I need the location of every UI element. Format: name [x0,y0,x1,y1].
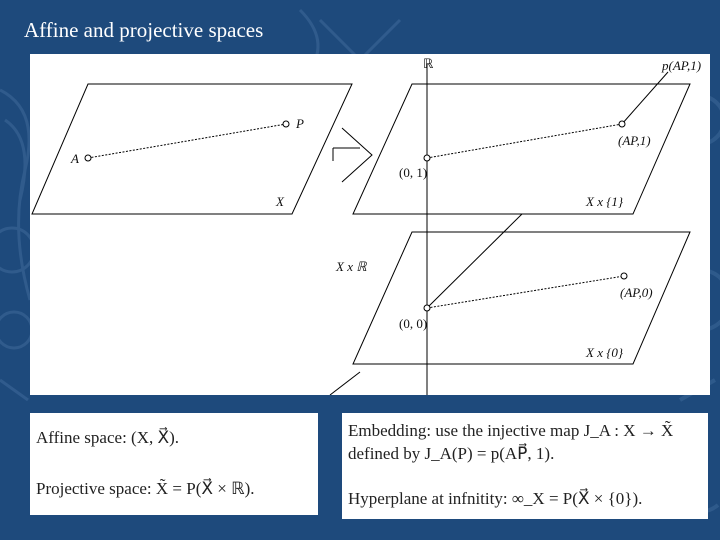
label-p: P [296,116,304,131]
projective-space-text: Projective space: X̃ = P(X⃗ × ℝ). [36,479,255,498]
label-p-ap-1: p(AP,1) [662,58,702,73]
embedding-arrow-icon [333,128,372,182]
affine-space-text: Affine space: (X, X⃗). [36,428,180,447]
embedding-text-line2: defined by J_A(P) = p(AP⃗, 1). [348,444,555,463]
projective-line-top [622,72,668,124]
projective-line-bottom [330,372,360,395]
plane-x-times-1 [353,84,690,214]
hyperplane-text: Hyperplane at infnitity: ∞_X = P(X⃗ × {0}). [348,489,643,508]
figure-panel [30,54,710,395]
label-r-axis: ℝ [423,56,434,71]
label-origin-1: (0, 1) [399,165,428,180]
label-a: A [71,151,79,166]
label-x-times-r: X x ℝ [336,259,367,274]
line-a-p [88,124,286,158]
point-origin-0 [424,305,430,311]
plane-x [32,84,352,214]
embedding-text-line1: Embedding: use the injective map J_A : X → X̃ [348,421,674,440]
label-origin-0: (0, 0) [399,316,428,331]
point-origin-1 [424,155,430,161]
line-00-ap0 [427,276,624,308]
affine-definitions-box [30,413,318,515]
point-ap-0 [621,273,627,279]
projective-line [427,214,522,308]
label-ap-0: (AP,0) [620,285,653,300]
label-x-times-0: X x {0} [586,345,624,360]
point-p [283,121,289,127]
slide-title: Affine and projective spaces [24,18,264,42]
label-ap-1: (AP,1) [618,133,651,148]
label-x: X [276,194,284,209]
line-01-ap1 [427,124,622,158]
embedding-box [342,413,708,519]
label-x-times-1: X x {1} [586,194,624,209]
diagram-svg [30,54,710,395]
point-a [85,155,91,161]
point-ap-1 [619,121,625,127]
